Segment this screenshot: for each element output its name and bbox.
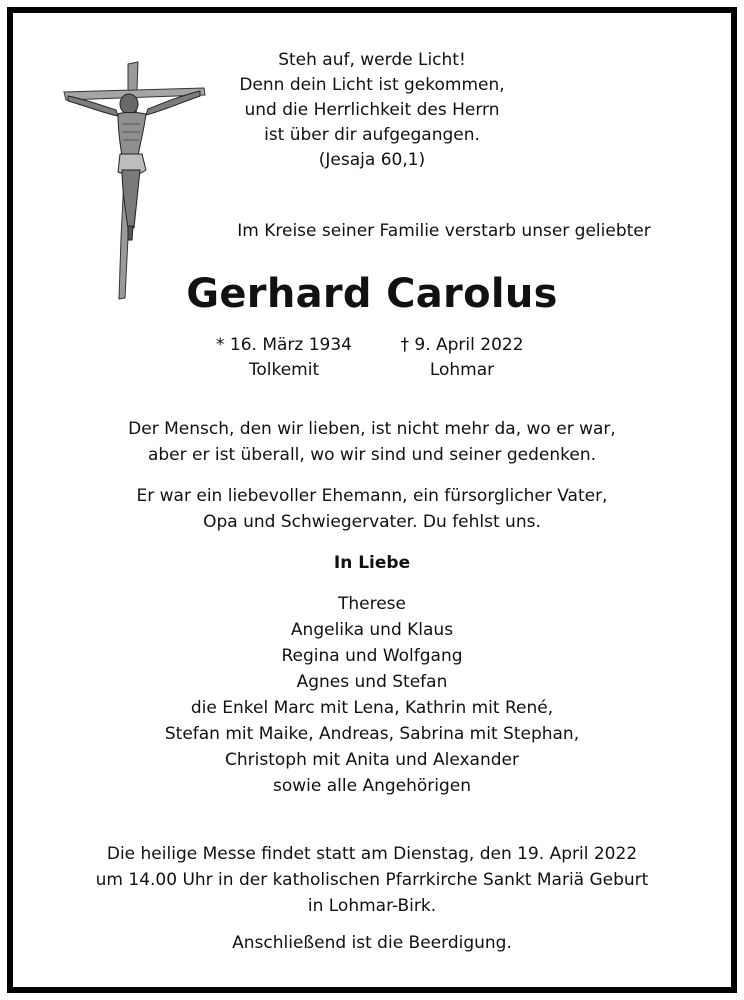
service-line: in Lohmar-Birk. [307, 896, 437, 916]
service-line: Die heilige Messe findet statt am Dienstag, den 19. April 2022 [106, 844, 638, 864]
mourner-line: Regina und Wolfgang [281, 646, 463, 666]
tribute-line: Opa und Schwiegervater. Du fehlst uns. [203, 512, 541, 532]
tribute-line: Er war ein liebevoller Ehemann, ein fürsorglicher Vater, [136, 486, 608, 506]
tribute-text [0, 483, 744, 535]
birth-place: Tolkemit [248, 360, 320, 380]
mourner-line: Angelika und Klaus [290, 620, 454, 640]
mourners-list [0, 591, 744, 799]
deceased-name: Gerhard Carolus [186, 271, 558, 317]
quote-line: Der Mensch, den wir lieben, ist nicht mehr da, wo er war, [128, 419, 616, 439]
quote-line: aber er ist überall, wo wir sind und seiner gedenken. [147, 445, 597, 465]
death-place: Lohmar [429, 360, 495, 380]
bible-verse [172, 48, 572, 173]
intro-text: Im Kreise seiner Familie verstarb unser geliebter [237, 221, 651, 241]
verse-line: Denn dein Licht ist gekommen, [239, 75, 505, 95]
mourner-line: Agnes und Stefan [296, 672, 448, 692]
verse-reference: (Jesaja 60,1) [318, 150, 426, 170]
service-info [0, 841, 744, 919]
mourner-line: Christoph mit Anita und Alexander [225, 750, 519, 770]
service-line: um 14.00 Uhr in der katholischen Pfarrkirche Sankt Mariä Geburt [95, 870, 649, 890]
verse-line: Steh auf, werde Licht! [278, 50, 466, 70]
in-love-heading: In Liebe [333, 553, 411, 573]
mourner-line: Stefan mit Maike, Andreas, Sabrina mit Stephan, [164, 724, 580, 744]
death-date: † 9. April 2022 [400, 335, 524, 355]
mourner-line: Therese [337, 594, 406, 614]
verse-line: und die Herrlichkeit des Herrn [244, 100, 500, 120]
death-info [352, 333, 572, 383]
memorial-quote [0, 416, 744, 468]
birth-date: * 16. März 1934 [215, 335, 352, 355]
burial-info: Anschließend ist die Beerdigung. [232, 933, 512, 953]
verse-line: ist über dir aufgegangen. [264, 125, 480, 145]
mourner-line: die Enkel Marc mit Lena, Kathrin mit René, [190, 698, 554, 718]
mourner-line: sowie alle Angehörigen [272, 776, 472, 796]
